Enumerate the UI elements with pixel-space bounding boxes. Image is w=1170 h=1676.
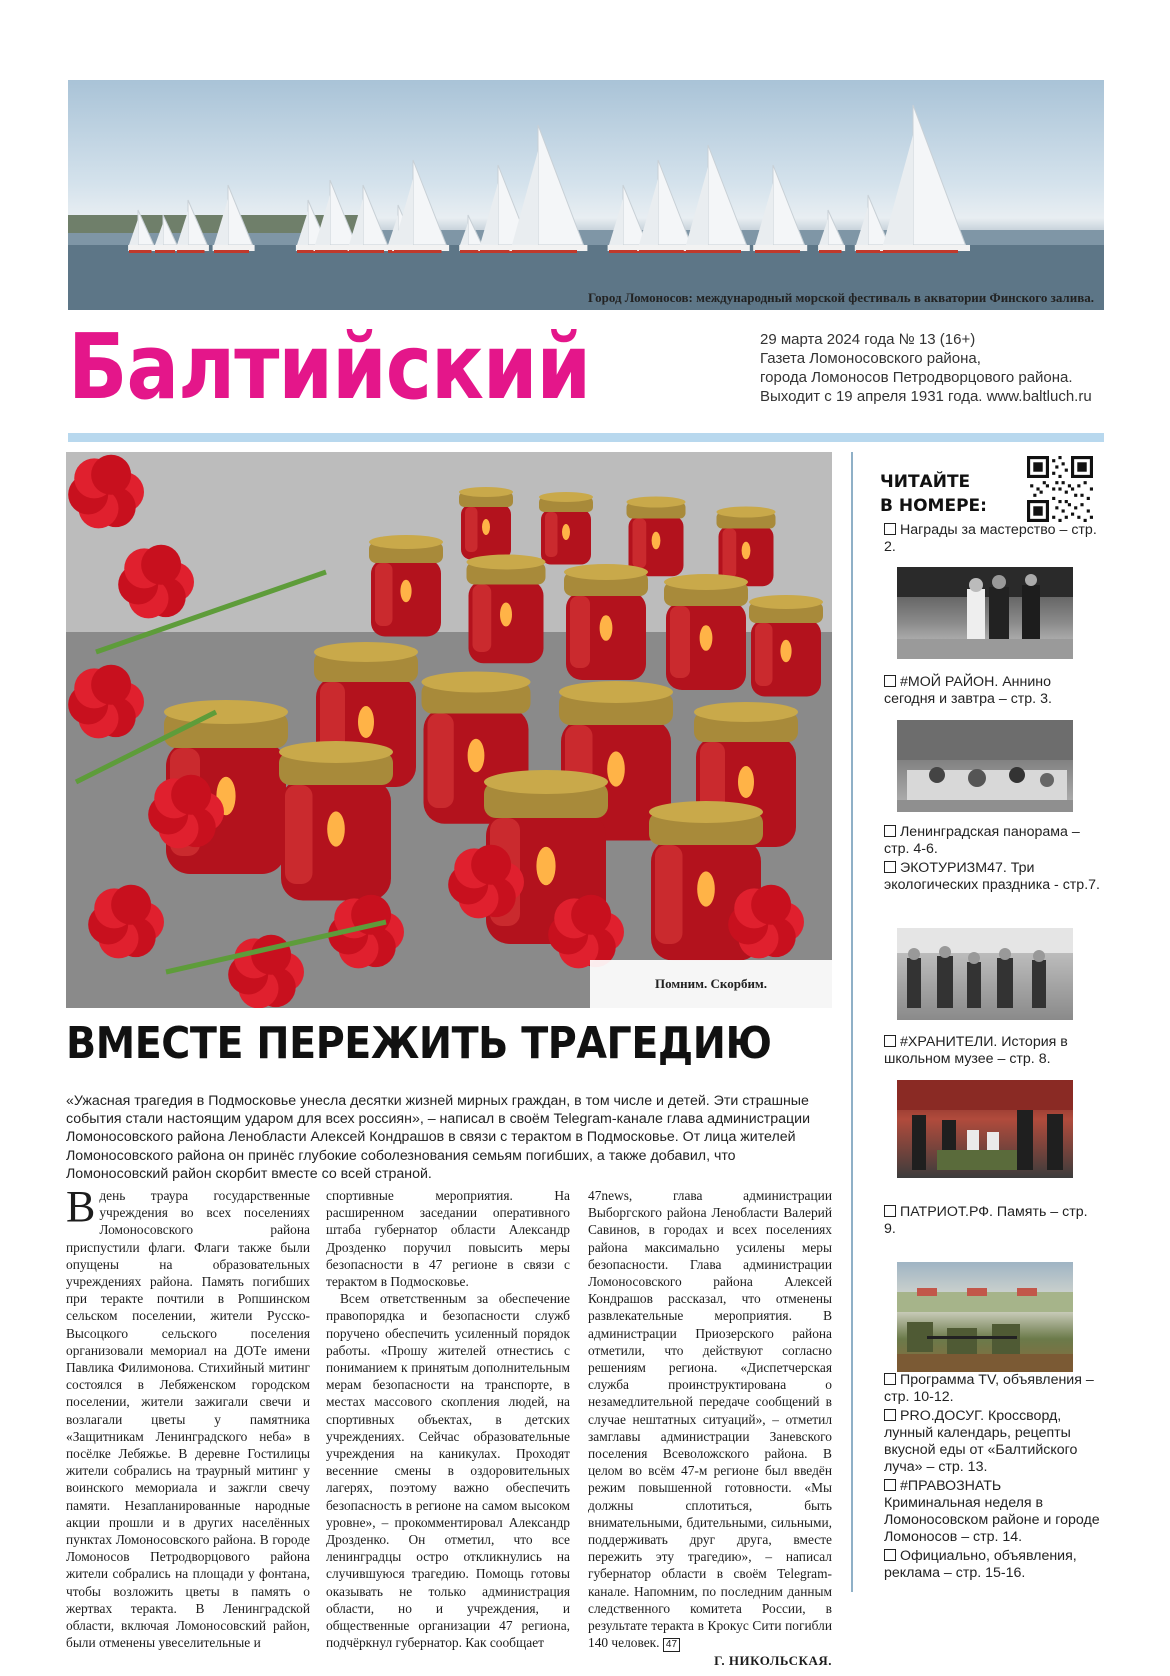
issue-info	[760, 330, 1105, 406]
column-2-paragraph-1: спортивные мероприятия. На расширенном заседании оперативного штаба губернатор области Александр Дрозденко поручил повысить меры безопасности в 47 регионе в связи с терактом в Подмосковье.	[326, 1188, 570, 1290]
sidebar-divider	[851, 452, 853, 1592]
sidebar-title	[880, 470, 1000, 518]
article-headline: ВМЕСТЕ ПЕРЕЖИТЬ ТРАГЕДИЮ	[66, 1018, 772, 1069]
checkbox-icon	[884, 523, 896, 535]
checkbox-icon	[884, 825, 896, 837]
toc-item-label: ЭКОТУРИЗМ47. Три экологических праздника - стр.7.	[884, 860, 1100, 893]
toc-item-label: Официально, объявления, реклама – стр. 15-16.	[884, 1548, 1077, 1581]
logo-47-icon: 47	[663, 1638, 680, 1652]
article-lead: «Ужасная трагедия в Подмосковье унесла десятки жизней мирных граждан, в том числе и детей. Эти страшные события стали настоящим ударом для всех россиян», – написал в своём Telegram-канале глава администрации Ломоносовского района Ленобласти Алексей Кондрашов в связи с терактом в Подмосковье. От лица жителей Ломоносовского района он принёс глубокие соболезнования семьям погибших, а также добавил, что Ломоносовский район скорбит вместе со всей страной.	[66, 1093, 811, 1182]
checkbox-icon	[884, 1373, 896, 1385]
article-author: Г. НИКОЛЬСКАЯ.	[714, 1653, 832, 1669]
checkbox-icon	[884, 1035, 896, 1047]
toc-item-label: #ПРАВОЗНАТЬ Криминальная неделя в Ломоносовском районе и городе Ломоносов – стр. 14.	[884, 1478, 1100, 1545]
toc-item-awards[interactable]	[884, 522, 1100, 556]
main-photo-candles	[66, 452, 832, 1008]
toc-item-label: #ХРАНИТЕЛИ. История в школьном музее – стр. 8.	[884, 1034, 1068, 1067]
sidebar-title-line-2: В НОМЕРЕ:	[880, 496, 987, 516]
thumb-ecotourism-photo	[897, 928, 1073, 1020]
checkbox-icon	[884, 675, 896, 687]
issue-date-line: 29 марта 2024 года № 13 (16+)	[760, 331, 976, 348]
photo-caption: Помним. Скорбим.	[590, 960, 832, 1008]
issue-since-line: Выходит с 19 апреля 1931 года. www.baltluch.ru	[760, 388, 1092, 405]
article-column-3	[588, 1187, 832, 1669]
column-2-paragraph-2: Всем ответственным за обеспечение правопорядка и безопасности служб поручено обеспечить усиленный порядок работы. «Прошу жителей отнестись с пониманием к принятым дополнительным мерам безопасности на транспорте, в местах массового скопления людей, на спортивных объектах, в детских учреждениях. Сейчас образовательные учреждения на каникулах. Проходят весенние смены в оздоровительных лагерях, поэтому важно обеспечить безопасность в регионе на самом высоком уровне», – прокомментировал Александр Дрозденко. Он отметил, что все ленинградцы остро откликнулись на случившуюся трагедию. Помощь готовы оказывать не только администрация области, но и учреждения, и общественные организации 47 региона, подчёркнул губернатор. Как сообщает	[326, 1291, 570, 1651]
thumb-annino-photo	[897, 720, 1073, 812]
issue-publisher-line: Газета Ломоносовского района,	[760, 350, 981, 367]
candles-illustration	[66, 452, 832, 1008]
issue-city-line: города Ломоносов Петродворцового района.	[760, 369, 1073, 386]
banner-photo	[68, 80, 1104, 310]
drop-cap: В	[66, 1182, 96, 1231]
checkbox-icon	[884, 1409, 896, 1421]
toc-item-label: ПАТРИОТ.РФ. Память – стр. 9.	[884, 1204, 1088, 1237]
newspaper-title: Балтийский	[68, 316, 591, 420]
article-column-1	[66, 1182, 310, 1651]
masthead-divider	[68, 433, 1104, 442]
toc-item-label: #МОЙ РАЙОН. Аннино сегодня и завтра – стр. 3.	[884, 674, 1052, 707]
column-1-text: день траура государственные учреждения во всех поселениях Ломоносовского района приспустили флаги. Флаги также были опущены на образовательных учреждениях района. Память погибших при теракте почтили в Ропшинском сельском поселении, жители Русско-Высоцкого сельского поселения организовали мемориал на ДОТе имени Павлика Филимонова. Стихийный митинг состоялся в Лебяженском городском поселении, жители зажигали свечи и возлагали цветы у памятника «Защитникам Ленинградского неба» в посёлке Лебяжье. В деревне Гостилицы жители собрались на траурный митинг у воинского мемориала и зажгли свечу памяти. Незапланированные народные акции прошли и в других населённых пунктах Ломоносовского района. В городе Ломоносов Петродворцового района жители собрались на площади у фонтана, чтобы возложить цветы в память о жертвах теракта. В Ленинградской области, включая Ломоносовский район, были отменены увеселительные и	[66, 1188, 310, 1651]
toc-item-patriot[interactable]	[884, 1204, 1100, 1238]
banner-caption: Город Ломоносов: международный морской фестиваль в акватории Финского залива.	[587, 290, 1094, 305]
article-column-2	[326, 1187, 570, 1651]
checkbox-icon	[884, 1479, 896, 1491]
checkbox-icon	[884, 861, 896, 873]
thumb-patriot-photo	[897, 1262, 1073, 1372]
toc-item-label: Программа TV, объявления – стр. 10-12.	[884, 1372, 1094, 1405]
toc-item-ecotourism[interactable]	[884, 860, 1100, 894]
toc-item-official[interactable]	[884, 1548, 1100, 1582]
toc-item-panorama[interactable]	[884, 824, 1100, 858]
toc-item-tv[interactable]	[884, 1372, 1100, 1406]
toc-item-leisure[interactable]	[884, 1408, 1100, 1476]
qr-code-icon[interactable]	[1027, 456, 1093, 522]
toc-item-label: Ленинградская панорама – стр. 4-6.	[884, 824, 1080, 857]
toc-item-keepers[interactable]	[884, 1034, 1100, 1068]
checkbox-icon	[884, 1549, 896, 1561]
column-3-text: 47news, глава администрации Выборгского района Ленобласти Валерий Савинов, в городах и всех поселениях района максимально усилены меры безопасности. Глава администрации Ломоносовского района Алексей Кондрашов рассказал, что отменены развлекательные мероприятия. В администрации Приозерского района отметили, что действуют согласно решениям региона. «Диспетчерская служба проинструктирована о незамедлительной передаче сообщений в случае нештатных ситуаций», – отметил замглавы администрации Заневского поселения Всеволожского района. В целом во всём 47-м регионе был введён режим повышенной готовности. «Мы должны сплотиться, быть внимательными, бдительными, сильными, поддерживать друг друга, вместе пережить эту трагедию», – написал губернатор области в своём Telegram-канале. Напомним, по последним данным следственного комитета России, в результате теракта в Крокус Сити погибли 140 человек.	[588, 1188, 832, 1651]
toc-item-label: PRO.ДОСУГ. Кроссворд, лунный календарь, рецепты вкусной еды от «Балтийского луча» – стр. 13.	[884, 1408, 1078, 1475]
sailboats-illustration	[68, 80, 1104, 310]
toc-item-my-district[interactable]	[884, 674, 1100, 708]
checkbox-icon	[884, 1205, 896, 1217]
toc-item-label: Награды за мастерство – стр. 2.	[884, 522, 1097, 555]
toc-item-law[interactable]	[884, 1478, 1100, 1546]
sidebar-title-line-1: ЧИТАЙТЕ	[880, 472, 971, 492]
thumb-school-museum-photo	[897, 1080, 1073, 1178]
thumb-awards-photo	[897, 567, 1073, 659]
